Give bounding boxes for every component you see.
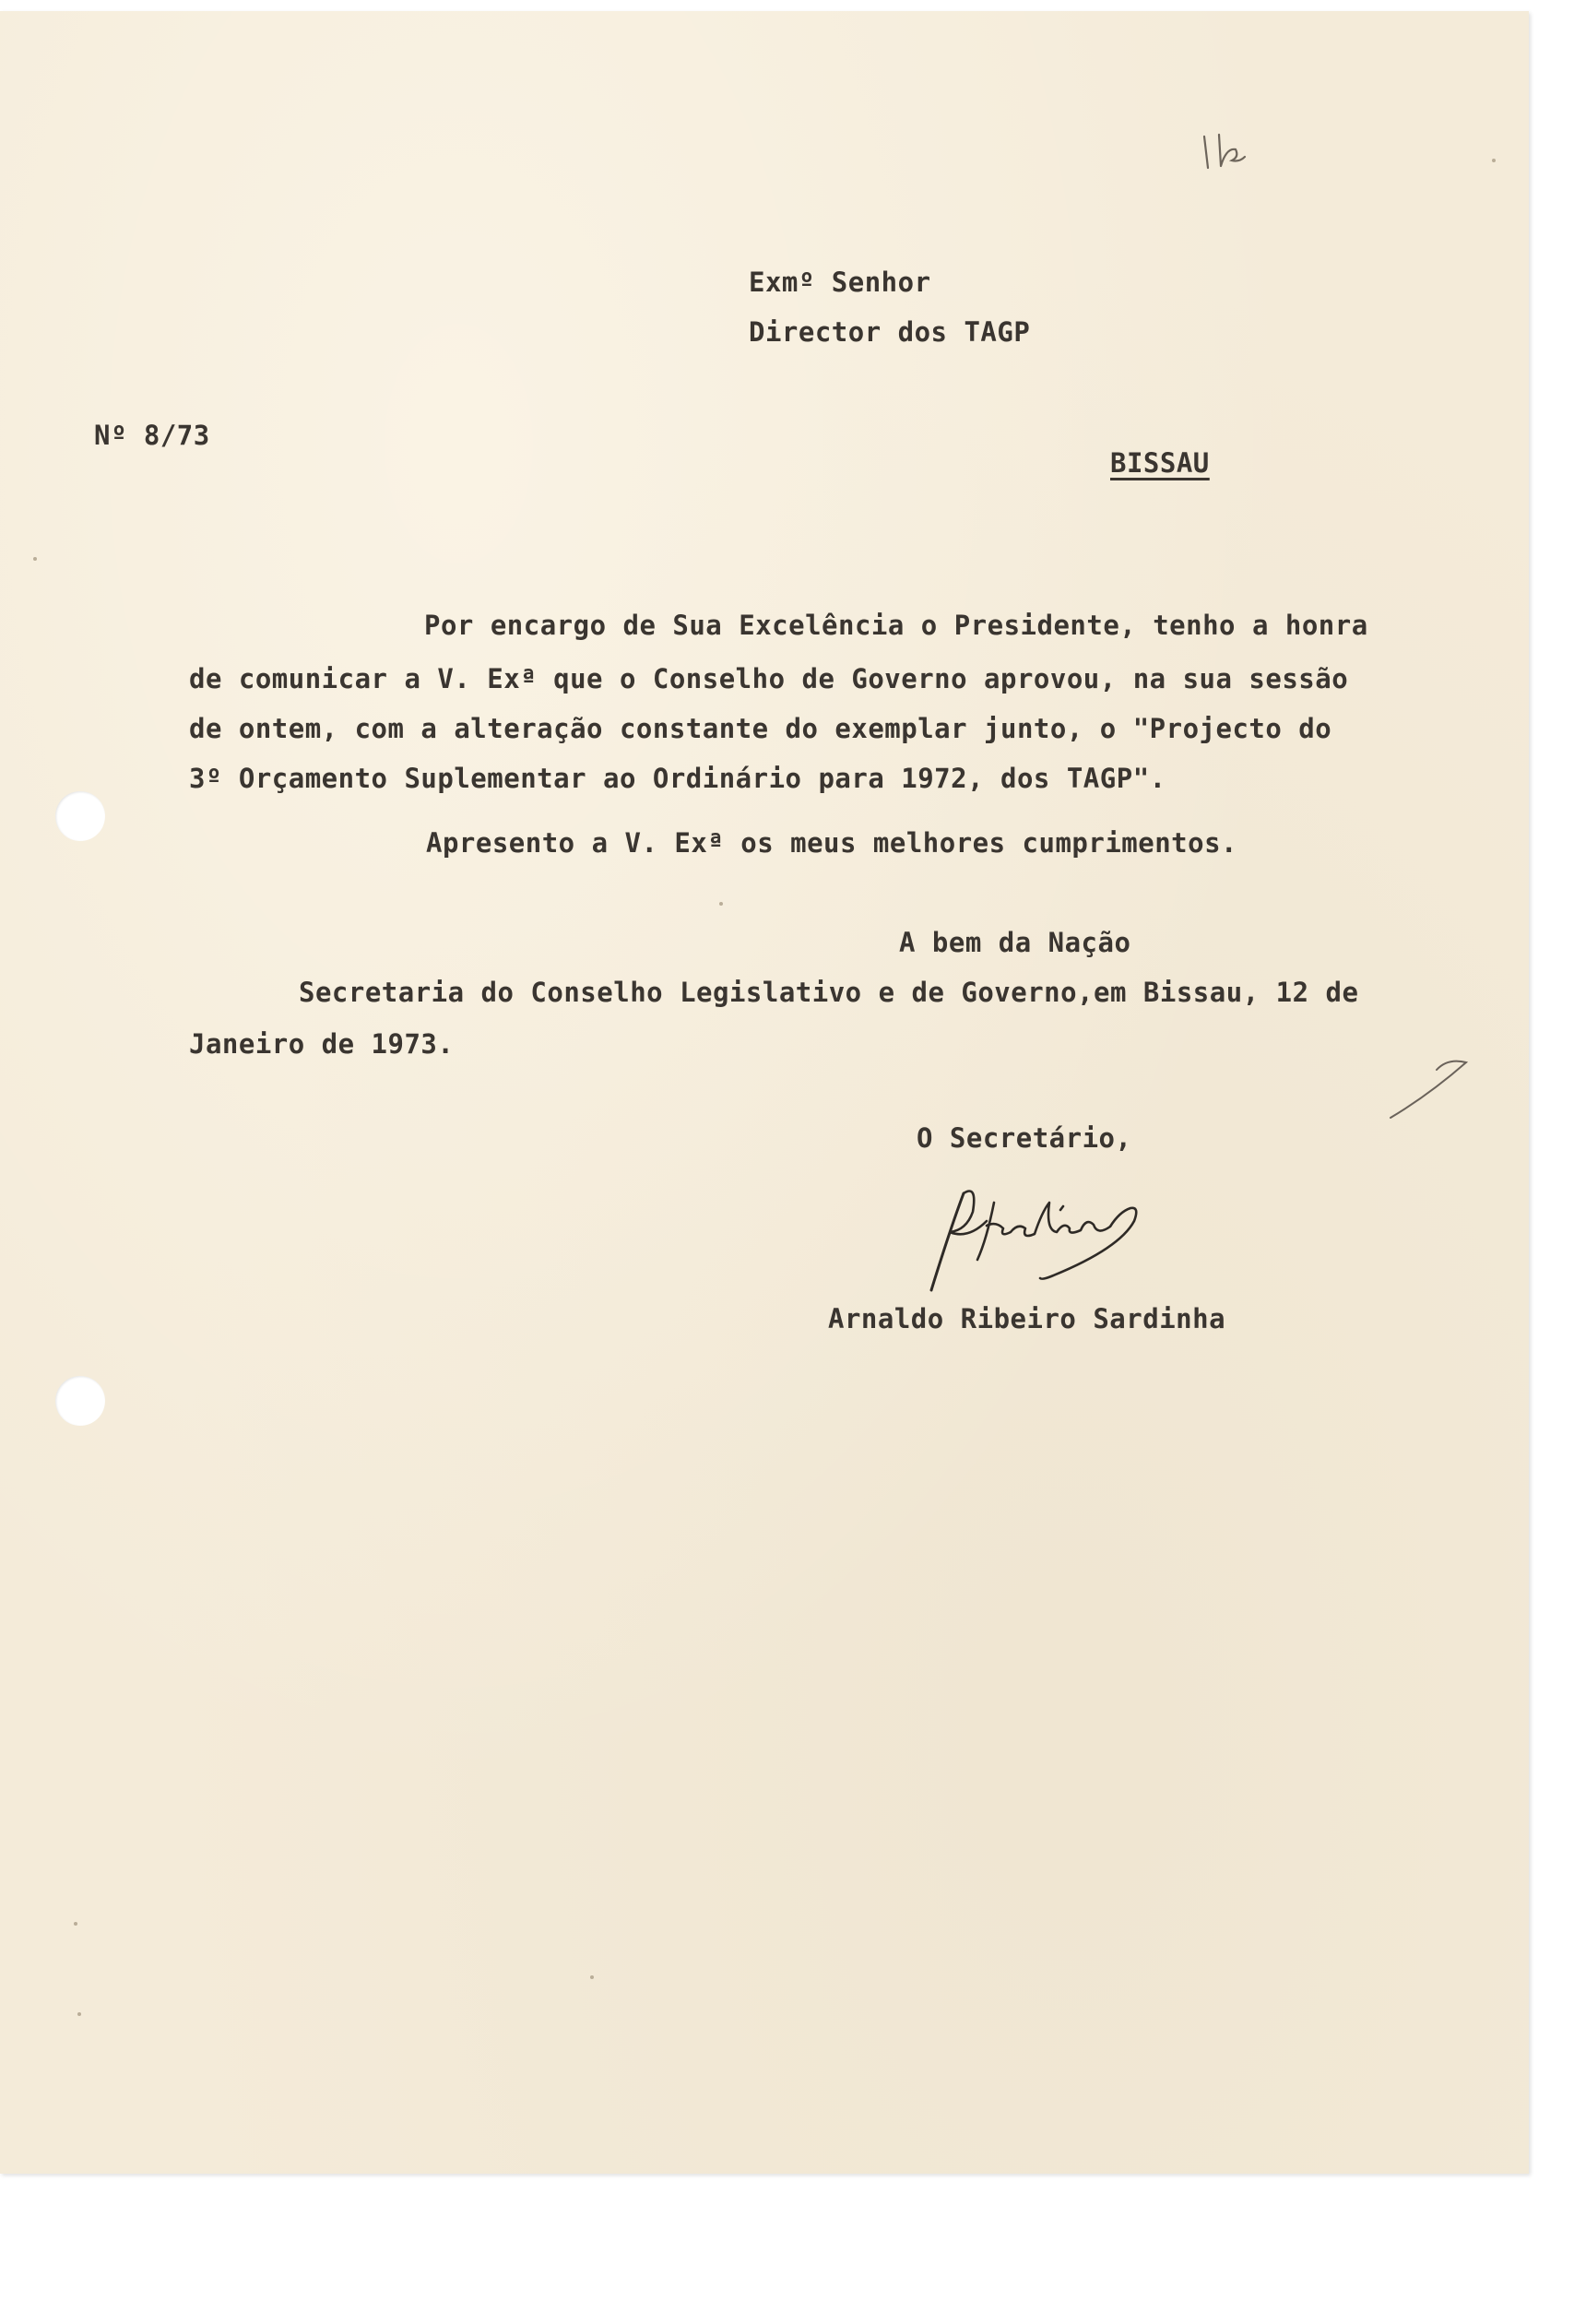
paper-speck <box>74 1922 77 1926</box>
paper-speck <box>719 902 723 906</box>
valediction: A bem da Nação <box>899 927 1131 958</box>
body-line-3: de ontem, com a alteração constante do exemplar junto, o "Projecto do <box>189 713 1332 744</box>
body-line-1: Por encargo de Sua Excelência o Presidente, tenho a honra <box>424 610 1368 641</box>
paper-speck <box>1492 159 1496 162</box>
addressee-title: Director dos TAGP <box>749 316 1031 348</box>
body-line-2: de comunicar a V. Exª que o Conselho de Governo aprovou, na sua sessão <box>189 663 1349 694</box>
addressee-salutation: Exmº Senhor <box>749 267 931 298</box>
paper-speck <box>77 2012 81 2016</box>
punch-hole-top <box>55 791 105 841</box>
paper-sheet <box>0 11 1529 2174</box>
paper-speck <box>33 557 37 561</box>
place-date-line-1: Secretaria do Conselho Legislativo e de Governo,em Bissau, 12 de <box>299 977 1359 1008</box>
body-line-4: 3º Orçamento Suplementar ao Ordinário para 1972, dos TAGP". <box>189 763 1166 794</box>
addressee-city: BISSAU <box>1110 447 1210 479</box>
closing-greeting: Apresento a V. Exª os meus melhores cumprimentos. <box>426 827 1238 859</box>
reference-number: Nº 8/73 <box>94 420 210 451</box>
folio-number-handwritten <box>1199 129 1254 175</box>
signatory-name: Arnaldo Ribeiro Sardinha <box>828 1303 1226 1334</box>
signature-handwritten <box>922 1175 1171 1304</box>
margin-check-mark <box>1383 1044 1475 1127</box>
place-date-line-2: Janeiro de 1973. <box>189 1028 455 1060</box>
paper-speck <box>590 1975 594 1979</box>
punch-hole-bottom <box>55 1376 105 1426</box>
signatory-role: O Secretário, <box>917 1122 1132 1154</box>
